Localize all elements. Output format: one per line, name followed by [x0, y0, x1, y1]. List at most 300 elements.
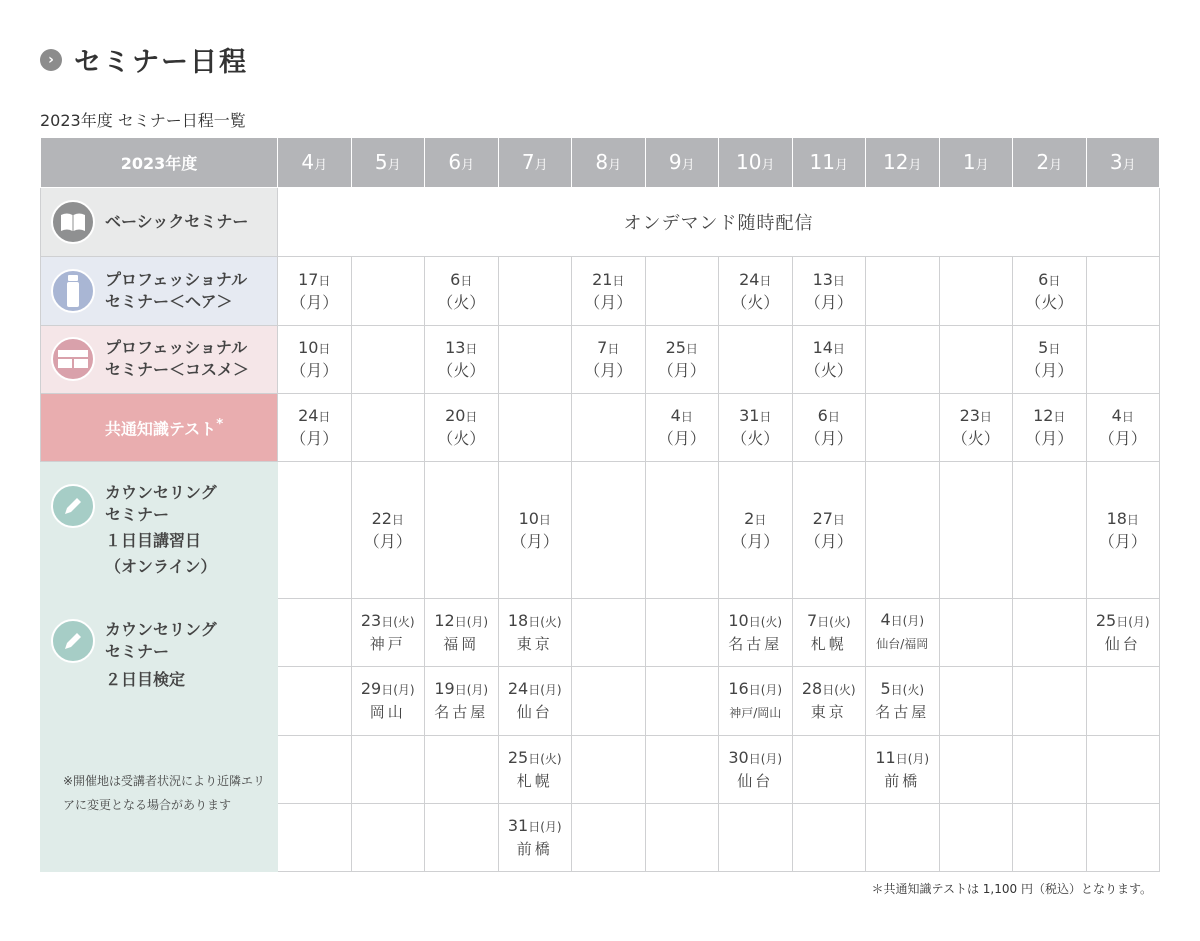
date-cell: [1086, 598, 1160, 666]
date-cell: [572, 256, 646, 325]
label-line: ２日目検定: [105, 669, 186, 689]
date-cell: [939, 393, 1013, 461]
label-line: カウンセリング: [105, 619, 217, 639]
date-cell: [498, 461, 572, 598]
empty-cell: [645, 598, 719, 666]
month-number: 9: [668, 150, 682, 175]
seminar-schedule-table: [40, 138, 1160, 872]
month-suffix: 月: [908, 158, 922, 174]
empty-cell: [645, 803, 719, 871]
month-header: [1013, 138, 1087, 187]
weekday: (火): [760, 614, 783, 629]
weekday: （火）: [437, 361, 486, 380]
day: 4: [880, 610, 891, 629]
day-suffix: 日: [748, 614, 761, 629]
day-suffix: 日: [895, 751, 908, 766]
empty-cell: [719, 803, 793, 871]
empty-cell: [425, 803, 499, 871]
month-header: [866, 138, 940, 187]
date-cell: [792, 461, 866, 598]
weekday: （月）: [1098, 531, 1147, 551]
day: 12: [1033, 406, 1054, 425]
empty-cell: [278, 803, 352, 871]
day: 11: [875, 747, 896, 767]
month-suffix: 月: [534, 158, 548, 174]
pencil-icon: [51, 619, 95, 663]
empty-cell: [1013, 461, 1087, 598]
day: 28: [801, 679, 823, 698]
month-number: 6: [448, 150, 462, 175]
day-suffix: 日: [1126, 512, 1139, 527]
weekday: (月): [760, 682, 783, 697]
date-cell: [498, 598, 572, 666]
venue: 札幌: [810, 634, 847, 653]
empty-cell: [278, 461, 352, 598]
weekday: （火）: [437, 429, 486, 448]
weekday: (火): [540, 614, 562, 629]
day: 12: [434, 610, 455, 630]
day-suffix: 日: [1121, 410, 1134, 424]
day-suffix: 日: [1053, 410, 1066, 424]
day-suffix: 日: [1048, 273, 1061, 288]
venue: 名古屋: [434, 703, 489, 721]
weekday: (火): [834, 683, 856, 697]
month-suffix: 月: [387, 158, 401, 174]
weekday: （月）: [363, 531, 412, 551]
label-text: 共通知識テスト: [104, 419, 217, 439]
day-suffix: 日: [759, 410, 772, 424]
venue: 神戸/岡山: [729, 705, 782, 720]
day: 24: [298, 406, 319, 425]
weekday: （月）: [804, 292, 853, 312]
month-suffix: 月: [608, 158, 622, 174]
empty-cell: [351, 735, 425, 803]
weekday: （火）: [804, 361, 853, 380]
day-suffix: 日: [979, 410, 992, 424]
weekday: （月）: [804, 429, 853, 448]
venue: 仙台: [1104, 634, 1141, 653]
row-basic-seminar: [41, 187, 1160, 256]
empty-cell: [572, 393, 646, 461]
month-suffix: 月: [761, 158, 775, 174]
empty-cell: [572, 598, 646, 666]
day-suffix: 日: [832, 342, 845, 356]
weekday: （火）: [437, 292, 486, 312]
date-cell: [351, 598, 425, 666]
weekday: (月): [902, 614, 925, 628]
month-number: 11: [809, 150, 835, 175]
hair-seminar-label: [41, 256, 278, 325]
empty-cell: [278, 598, 352, 666]
day: 4: [670, 406, 681, 425]
book-icon: [51, 200, 95, 244]
day: 13: [812, 269, 833, 289]
day: 24: [507, 679, 529, 698]
empty-cell: [645, 666, 719, 735]
venue: 札幌: [516, 771, 553, 790]
footnote: ＊共通知識テストは 1,100 円（税込）となります。: [871, 882, 1152, 896]
day: 6: [1038, 269, 1049, 289]
weekday: (月): [907, 751, 930, 766]
month-header: [278, 138, 352, 187]
month-number: 1: [962, 150, 976, 175]
day: 27: [812, 508, 833, 528]
date-cell: [498, 666, 572, 735]
weekday: （月）: [290, 361, 339, 380]
date-cell: [1086, 461, 1160, 598]
day-suffix: 日: [465, 410, 478, 424]
weekday: （火）: [1025, 292, 1074, 312]
empty-cell: [1086, 803, 1160, 871]
empty-cell: [719, 325, 793, 393]
month-number: 5: [374, 150, 388, 175]
empty-cell: [939, 256, 1013, 325]
date-cell: [719, 598, 793, 666]
day: 17: [298, 269, 319, 289]
counseling-day1-label: [41, 461, 278, 598]
empty-cell: [572, 666, 646, 735]
day: 31: [739, 406, 760, 425]
date-cell: [719, 735, 793, 803]
date-cell: [792, 598, 866, 666]
day: 21: [592, 269, 613, 289]
label-line: （オンライン）: [105, 556, 217, 576]
row-counseling-day1: [41, 461, 1160, 598]
counseling-day2-label: [41, 598, 278, 871]
row-knowledge-test: [41, 393, 1160, 461]
weekday: (月): [466, 614, 489, 629]
knowledge-test-label: [41, 393, 278, 461]
date-cell: [792, 325, 866, 393]
venue: 仙台/福岡: [876, 637, 929, 651]
cosmetics-palette-icon: [51, 337, 95, 381]
empty-cell: [792, 803, 866, 871]
day: 23: [360, 610, 382, 630]
empty-cell: [866, 461, 940, 598]
day: 5: [880, 679, 891, 698]
day-suffix: 日: [318, 273, 331, 288]
date-cell: [866, 598, 940, 666]
date-cell: [425, 325, 499, 393]
ondemand-text: オンデマンド随時配信: [278, 187, 1160, 256]
day-suffix: 日: [318, 342, 331, 356]
month-header: [351, 138, 425, 187]
day-suffix: 日: [465, 342, 478, 356]
day-suffix: 日: [538, 512, 551, 527]
weekday: （火）: [731, 429, 780, 448]
empty-cell: [645, 461, 719, 598]
weekday: （月）: [584, 361, 633, 380]
day-suffix: 日: [528, 614, 541, 629]
day: 25: [1095, 610, 1117, 630]
venue: 前橋: [884, 771, 921, 790]
date-cell: [425, 256, 499, 325]
empty-cell: [498, 393, 572, 461]
empty-cell: [866, 393, 940, 461]
day: 4: [1111, 406, 1122, 425]
weekday: （月）: [290, 429, 339, 448]
day: 13: [445, 338, 466, 357]
date-cell: [498, 735, 572, 803]
month-suffix: 月: [975, 158, 989, 174]
weekday: （火）: [731, 292, 780, 312]
day-suffix: 日: [607, 342, 620, 356]
month-number: 10: [736, 150, 762, 175]
month-header: [939, 138, 1013, 187]
empty-cell: [1013, 735, 1087, 803]
weekday: （月）: [731, 531, 780, 551]
date-cell: [278, 393, 352, 461]
day: 16: [728, 678, 749, 698]
basic-seminar-label: [41, 187, 278, 256]
month-header: [792, 138, 866, 187]
day-suffix: 日: [817, 614, 830, 629]
venue: 東京: [516, 634, 553, 653]
day: 6: [817, 406, 828, 425]
weekday: (火): [393, 614, 415, 629]
empty-cell: [572, 735, 646, 803]
day-suffix: 日: [528, 751, 541, 766]
day: 10: [728, 610, 749, 630]
date-cell: [425, 666, 499, 735]
label-line: プロフェッショナル: [105, 269, 248, 289]
date-cell: [278, 325, 352, 393]
date-cell: [425, 393, 499, 461]
empty-cell: [572, 461, 646, 598]
row-cosme-seminar: [41, 325, 1160, 393]
weekday: （月）: [290, 292, 339, 312]
venue: 岡山: [369, 703, 406, 721]
day-suffix: 日: [890, 683, 903, 697]
empty-cell: [866, 256, 940, 325]
venue: 神戸: [369, 634, 406, 653]
empty-cell: [645, 256, 719, 325]
page-title: セミナー日程: [74, 47, 248, 78]
month-header: [572, 138, 646, 187]
date-cell: [719, 393, 793, 461]
day-suffix: 日: [381, 614, 394, 629]
empty-cell: [1086, 256, 1160, 325]
month-header: [645, 138, 719, 187]
date-cell: [719, 256, 793, 325]
day: 30: [728, 747, 749, 767]
weekday: (火): [829, 614, 851, 629]
month-header-row: [41, 138, 1160, 187]
day-suffix: 日: [612, 273, 625, 288]
date-cell: [425, 598, 499, 666]
label-line: セミナー: [105, 504, 170, 524]
date-cell: [792, 256, 866, 325]
pencil-icon: [51, 484, 95, 528]
month-suffix: 月: [461, 158, 475, 174]
day: 5: [1038, 338, 1049, 357]
day: 10: [518, 508, 539, 528]
weekday: （月）: [1098, 429, 1147, 448]
label-line: セミナー＜コスメ＞: [105, 360, 250, 379]
empty-cell: [351, 256, 425, 325]
day-suffix: 日: [832, 512, 845, 527]
day-suffix: 日: [754, 512, 767, 527]
day: 19: [434, 679, 455, 698]
venue: 名古屋: [728, 634, 783, 653]
day-suffix: 日: [685, 342, 698, 356]
chevron-right-icon: ›: [40, 49, 62, 71]
month-suffix: 月: [1049, 158, 1063, 174]
day: 29: [360, 679, 382, 698]
empty-cell: [792, 735, 866, 803]
month-number: 3: [1109, 150, 1123, 175]
date-cell: [645, 393, 719, 461]
date-cell: [1013, 393, 1087, 461]
day: 7: [597, 338, 608, 357]
day-suffix: 日: [528, 819, 541, 834]
venue-note: ※開催地は受講者状況により近隣エリアに変更となる場合があります: [63, 773, 266, 812]
date-cell: [498, 803, 572, 871]
weekday: （月）: [1025, 429, 1074, 448]
empty-cell: [425, 461, 499, 598]
month-suffix: 月: [1122, 158, 1136, 174]
label-line: セミナー＜ヘア＞: [105, 291, 233, 311]
weekday: （火）: [951, 429, 1000, 448]
day-suffix: 日: [391, 512, 404, 527]
month-suffix: 月: [834, 158, 848, 174]
label-line: プロフェッショナル: [105, 338, 248, 357]
date-cell: [351, 461, 425, 598]
weekday: (月): [393, 683, 415, 697]
day: 22: [371, 508, 392, 528]
day: 25: [665, 338, 686, 357]
day-suffix: 日: [381, 683, 394, 697]
year-header: 2023年度: [41, 138, 278, 187]
schedule-subtitle: 2023年度 セミナー日程一覧: [40, 111, 246, 130]
day-suffix: 日: [748, 682, 761, 697]
date-cell: [1086, 393, 1160, 461]
day: 18: [1106, 508, 1127, 528]
empty-cell: [645, 735, 719, 803]
date-cell: [719, 666, 793, 735]
date-cell: [792, 666, 866, 735]
empty-cell: [572, 803, 646, 871]
date-cell: [1013, 325, 1087, 393]
empty-cell: [1013, 598, 1087, 666]
date-cell: [866, 666, 940, 735]
day: 2: [744, 508, 755, 528]
cosme-seminar-label: [41, 325, 278, 393]
day-suffix: 日: [680, 410, 693, 424]
label-text: ベーシックセミナー: [105, 211, 249, 231]
page-header: [40, 40, 248, 79]
empty-cell: [1086, 735, 1160, 803]
day: 23: [959, 406, 980, 425]
date-cell: [645, 325, 719, 393]
venue: 仙台: [737, 771, 774, 790]
day-suffix: 日: [528, 683, 541, 697]
month-header: [498, 138, 572, 187]
day-suffix: 日: [454, 614, 467, 629]
empty-cell: [351, 803, 425, 871]
month-number: 12: [883, 150, 909, 175]
weekday: （月）: [804, 531, 853, 551]
day: 10: [298, 338, 319, 357]
day-suffix: 日: [1048, 342, 1061, 356]
day-suffix: 日: [759, 273, 772, 288]
venue: 福岡: [443, 634, 480, 653]
weekday: (月): [760, 751, 783, 766]
empty-cell: [498, 325, 572, 393]
weekday: (火): [902, 683, 925, 697]
weekday: （月）: [657, 429, 706, 448]
empty-cell: [1013, 666, 1087, 735]
empty-cell: [1013, 803, 1087, 871]
empty-cell: [1086, 666, 1160, 735]
empty-cell: [425, 735, 499, 803]
empty-cell: [939, 803, 1013, 871]
day-suffix: 日: [890, 614, 903, 628]
month-header: [719, 138, 793, 187]
day-suffix: 日: [748, 751, 761, 766]
day: 24: [739, 269, 760, 289]
day: 20: [445, 406, 466, 425]
empty-cell: [351, 325, 425, 393]
empty-cell: [278, 666, 352, 735]
month-number: 8: [595, 150, 609, 175]
empty-cell: [939, 666, 1013, 735]
date-cell: [572, 325, 646, 393]
row-counseling-day2: [41, 598, 1160, 666]
day: 18: [507, 610, 529, 630]
empty-cell: [1086, 325, 1160, 393]
empty-cell: [939, 598, 1013, 666]
day-suffix: 日: [460, 273, 473, 288]
venue: 前橋: [516, 839, 553, 858]
empty-cell: [866, 325, 940, 393]
date-cell: [719, 461, 793, 598]
month-number: 4: [301, 150, 315, 175]
empty-cell: [866, 803, 940, 871]
weekday: （月）: [657, 361, 706, 380]
venue: 名古屋: [875, 703, 930, 721]
day: 25: [507, 747, 529, 767]
month-header: [425, 138, 499, 187]
month-suffix: 月: [314, 158, 328, 174]
empty-cell: [278, 735, 352, 803]
empty-cell: [939, 735, 1013, 803]
day-suffix: 日: [827, 410, 840, 424]
label-line: セミナー: [105, 641, 170, 661]
date-cell: [278, 256, 352, 325]
venue: 東京: [810, 703, 847, 721]
weekday: (月): [540, 819, 562, 834]
row-hair-seminar: [41, 256, 1160, 325]
date-cell: [792, 393, 866, 461]
empty-cell: [498, 256, 572, 325]
day: 14: [812, 338, 833, 357]
empty-cell: [939, 325, 1013, 393]
month-suffix: 月: [681, 158, 695, 174]
date-cell: [1013, 256, 1087, 325]
label-line: １日目講習日: [105, 530, 202, 550]
date-cell: [351, 666, 425, 735]
asterisk-mark: *: [216, 416, 224, 432]
weekday: （月）: [584, 292, 633, 312]
month-header: [1086, 138, 1160, 187]
day-suffix: 日: [318, 410, 331, 424]
weekday: （月）: [510, 531, 559, 551]
weekday: (月): [540, 683, 562, 697]
day-suffix: 日: [1116, 614, 1129, 629]
weekday: (月): [1128, 614, 1150, 629]
label-line: カウンセリング: [105, 482, 217, 502]
